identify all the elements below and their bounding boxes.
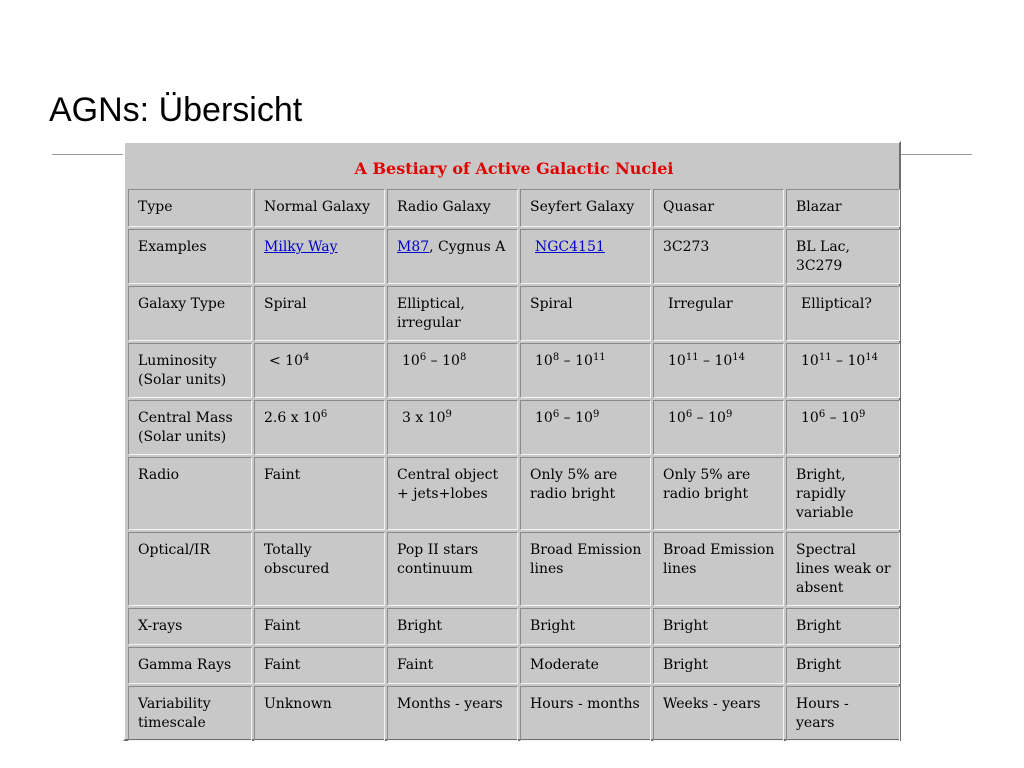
row-label-radio: Radio (128, 457, 252, 530)
header-radio-galaxy: Radio Galaxy (387, 189, 518, 227)
mass-quasar-dash: – (692, 410, 709, 426)
cell-gamma-quasar: Bright (653, 647, 784, 684)
lum-seyfert-a-exp: 8 (552, 352, 560, 363)
cell-radio-quasar: Only 5% are radio bright (653, 457, 784, 530)
mass-quasar-a-exp: 6 (685, 409, 693, 420)
cell-optical-radio: Pop II stars continuum (387, 532, 518, 606)
table-row-xrays (128, 608, 900, 645)
mass-blazar-dash: – (825, 410, 842, 426)
mass-blazar-a-exp: 6 (818, 409, 826, 420)
cell-xrays-normal: Faint (254, 608, 385, 645)
header-seyfert-galaxy: Seyfert Galaxy (520, 189, 651, 227)
bestiary-table (126, 144, 901, 741)
cell-optical-blazar: Spectral lines weak or absent (786, 532, 900, 606)
cell-galaxy-type-blazar (786, 286, 900, 341)
table-row-variability (128, 686, 900, 741)
mass-radio-base: 3 x 10 (402, 410, 446, 426)
table-row-type (128, 189, 900, 227)
lum-radio-a: 10 (402, 353, 420, 369)
cell-xrays-quasar: Bright (653, 608, 784, 645)
cell-examples-quasar: 3C273 (653, 229, 784, 284)
mass-blazar-b: 10 (841, 410, 859, 426)
row-label-xrays: X-rays (128, 608, 252, 645)
cell-xrays-blazar: Bright (786, 608, 900, 645)
cell-galaxy-type-seyfert: Spiral (520, 286, 651, 341)
cell-gamma-blazar: Bright (786, 647, 900, 684)
cell-mass-seyfert (520, 400, 651, 455)
lum-radio-b: 10 (442, 353, 460, 369)
mass-normal-exp: 6 (320, 409, 328, 420)
table-row-radio (128, 457, 900, 530)
lum-blazar-a: 10 (801, 353, 819, 369)
lum-quasar-dash: – (698, 353, 715, 369)
lum-seyfert-dash: – (559, 353, 576, 369)
cell-luminosity-quasar (653, 343, 784, 398)
mass-quasar-a: 10 (668, 410, 686, 426)
lum-radio-dash: – (426, 353, 443, 369)
cell-galaxy-type-quasar (653, 286, 784, 341)
row-label-gamma: Gamma Rays (128, 647, 252, 684)
cell-optical-normal: Totally obscured (254, 532, 385, 606)
table-row-central-mass (128, 400, 900, 455)
mass-seyfert-b-exp: 9 (592, 409, 600, 420)
cell-galaxy-type-radio: Elliptical, irregular (387, 286, 518, 341)
cell-galaxy-type-normal: Spiral (254, 286, 385, 341)
cell-xrays-seyfert: Bright (520, 608, 651, 645)
lum-blazar-dash: – (831, 353, 848, 369)
lum-seyfert-b-exp: 11 (592, 352, 606, 363)
bestiary-table-image (123, 141, 901, 741)
cell-variability-seyfert: Hours - months (520, 686, 651, 741)
cell-gamma-seyfert: Moderate (520, 647, 651, 684)
cell-galaxy-type-blazar-text: Elliptical? (801, 296, 872, 312)
cell-examples-radio (387, 229, 518, 284)
lum-blazar-b: 10 (847, 353, 866, 369)
cell-luminosity-blazar (786, 343, 900, 398)
table-row-optical (128, 532, 900, 606)
cell-variability-blazar: Hours - years (786, 686, 900, 741)
lum-seyfert-b: 10 (575, 353, 593, 369)
mass-blazar-b-exp: 9 (858, 409, 866, 420)
cell-mass-blazar (786, 400, 900, 455)
cell-optical-quasar: Broad Emission lines (653, 532, 784, 606)
row-label-galaxy-type: Galaxy Type (128, 286, 252, 341)
lum-normal-base: < 10 (269, 353, 303, 369)
cell-mass-quasar (653, 400, 784, 455)
lum-blazar-b-exp: 14 (865, 352, 879, 363)
table-row-gamma (128, 647, 900, 684)
cell-galaxy-type-quasar-text: Irregular (668, 296, 733, 312)
mass-normal-base: 2.6 x 10 (264, 410, 321, 426)
caption-row (128, 146, 900, 187)
cell-luminosity-radio (387, 343, 518, 398)
cell-radio-radio: Central object + jets+lobes (387, 457, 518, 530)
cell-examples-normal (254, 229, 385, 284)
mass-radio-exp: 9 (445, 409, 452, 420)
cell-optical-seyfert: Broad Emission lines (520, 532, 651, 606)
header-quasar: Quasar (653, 189, 784, 227)
table-row-examples (128, 229, 900, 284)
cell-examples-blazar: BL Lac, 3C279 (786, 229, 900, 284)
table-row-galaxy-type (128, 286, 900, 341)
cell-variability-normal: Unknown (254, 686, 385, 741)
cell-variability-quasar: Weeks - years (653, 686, 784, 741)
row-label-central-mass: Central Mass (Solar units) (128, 400, 252, 455)
link-ngc4151[interactable]: NGC4151 (535, 239, 605, 255)
cell-radio-blazar: Bright, rapidly variable (786, 457, 900, 530)
mass-seyfert-dash: – (559, 410, 576, 426)
lum-radio-a-exp: 6 (419, 352, 427, 363)
cell-radio-normal: Faint (254, 457, 385, 530)
mass-quasar-b-exp: 9 (725, 409, 733, 420)
lum-quasar-b: 10 (714, 353, 733, 369)
cell-gamma-normal: Faint (254, 647, 385, 684)
mass-seyfert-b: 10 (575, 410, 593, 426)
lum-quasar-a: 10 (668, 353, 686, 369)
cell-luminosity-seyfert (520, 343, 651, 398)
header-normal-galaxy: Normal Galaxy (254, 189, 385, 227)
table-caption: A Bestiary of Active Galactic Nuclei (354, 159, 674, 178)
lum-radio-b-exp: 8 (459, 352, 467, 363)
cell-examples-seyfert (520, 229, 651, 284)
row-label-optical: Optical/IR (128, 532, 252, 606)
cell-luminosity-normal (254, 343, 385, 398)
lum-quasar-a-exp: 11 (685, 352, 699, 363)
header-blazar: Blazar (786, 189, 900, 227)
row-label-examples: Examples (128, 229, 252, 284)
mass-blazar-a: 10 (801, 410, 819, 426)
cell-examples-radio-rest: , Cygnus A (429, 239, 506, 255)
slide-title: AGNs: Übersicht (49, 91, 303, 129)
row-label-luminosity: Luminosity (Solar units) (128, 343, 252, 398)
mass-seyfert-a: 10 (535, 410, 553, 426)
row-label-variability: Variability timescale (128, 686, 252, 741)
lum-normal-exp: 4 (303, 352, 310, 363)
link-milky-way[interactable]: Milky Way (264, 239, 338, 255)
lum-blazar-a-exp: 11 (818, 352, 832, 363)
lum-seyfert-a: 10 (535, 353, 553, 369)
cell-variability-radio: Months - years (387, 686, 518, 741)
cell-mass-normal (254, 400, 385, 455)
row-label-type: Type (128, 189, 252, 227)
cell-mass-radio (387, 400, 518, 455)
mass-quasar-b: 10 (708, 410, 726, 426)
mass-seyfert-a-exp: 6 (552, 409, 560, 420)
link-m87[interactable]: M87 (397, 239, 430, 255)
lum-quasar-b-exp: 14 (732, 352, 746, 363)
cell-xrays-radio: Bright (387, 608, 518, 645)
cell-gamma-radio: Faint (387, 647, 518, 684)
cell-radio-seyfert: Only 5% are radio bright (520, 457, 651, 530)
table-row-luminosity (128, 343, 900, 398)
